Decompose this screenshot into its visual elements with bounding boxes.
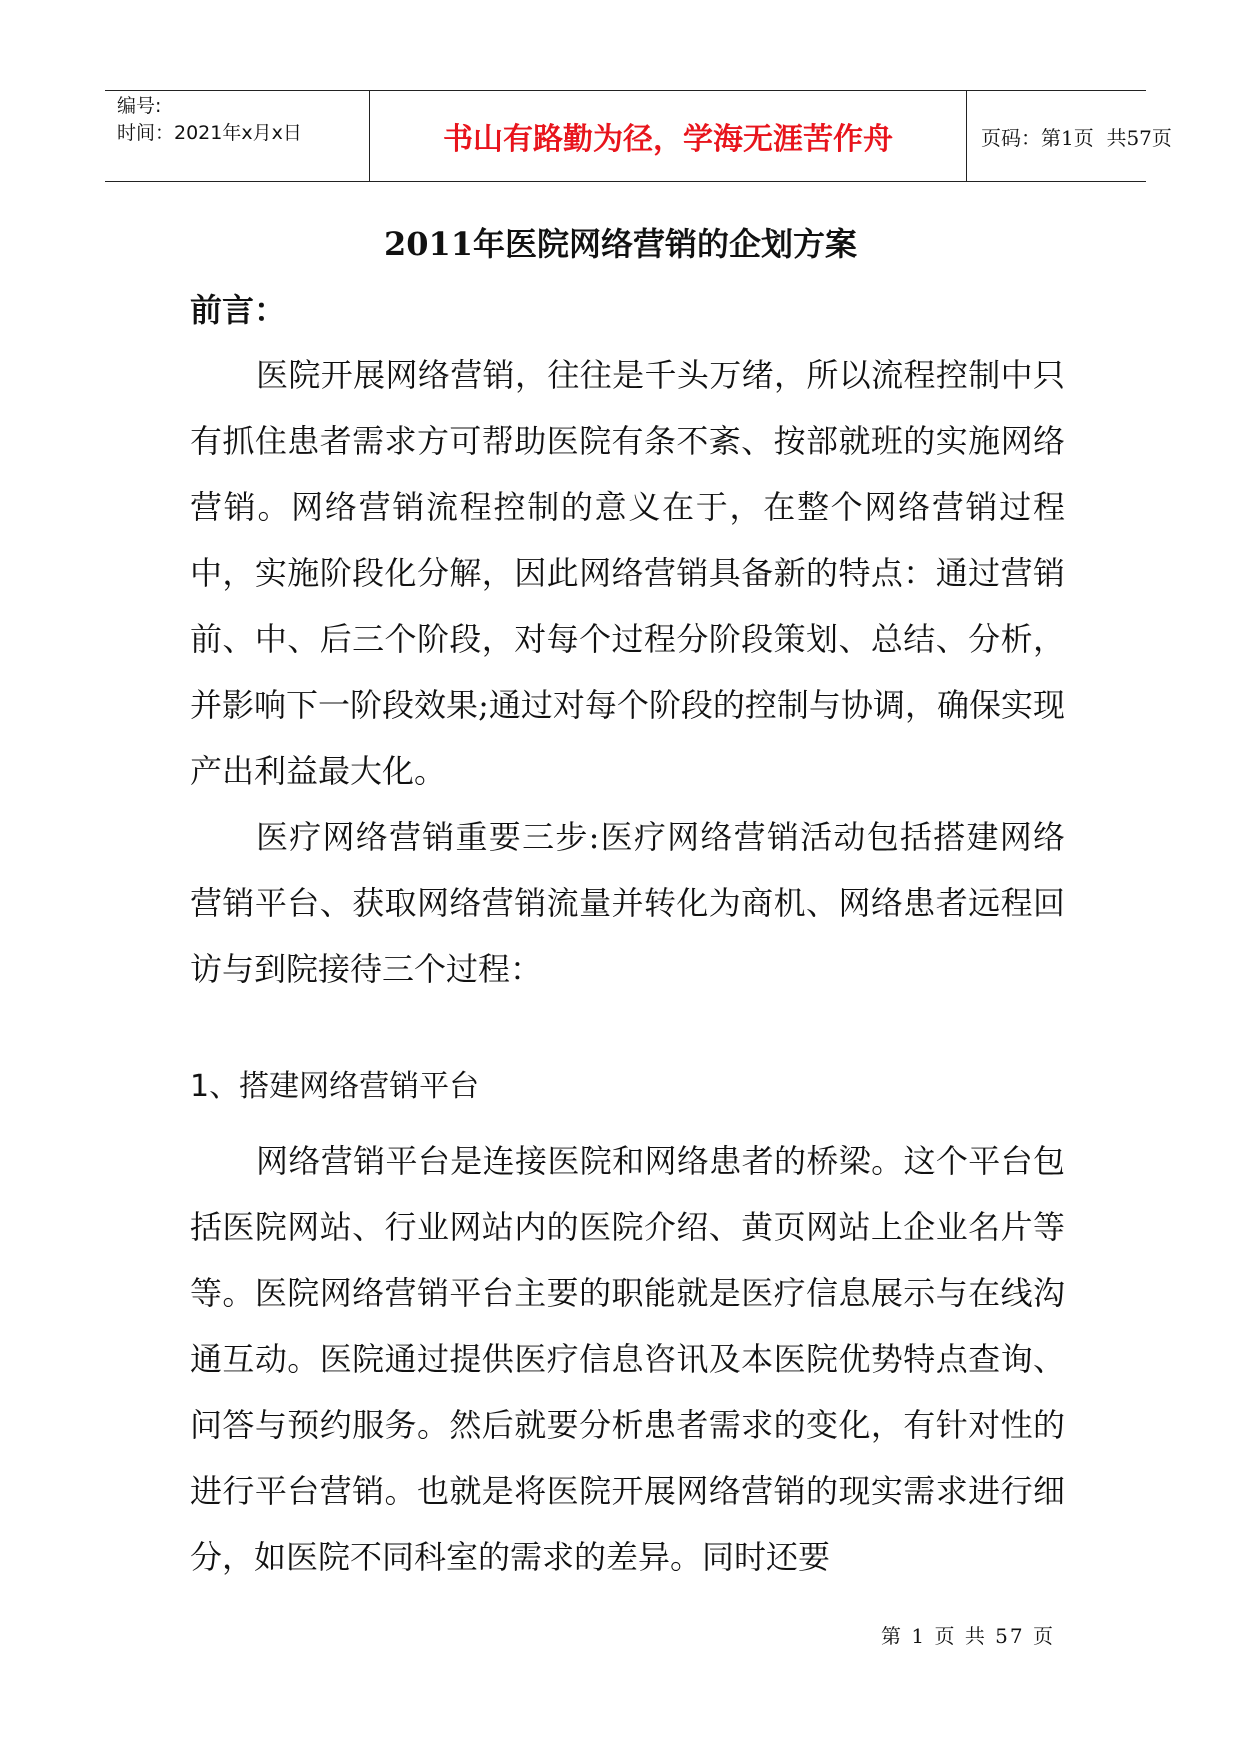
preface-heading: 前言：: [190, 291, 287, 329]
header-motto-cell: [370, 91, 967, 181]
document-title: 2011年医院网络营销的企划方案: [383, 225, 858, 263]
paragraph-preface-1: 医院开展网络营销，往往是千头万绪，所以流程控制中只有抓住患者需求方可帮助医院有条不紊、按部就班的实施网络营销。网络营销流程控制的意义在于，在整个网络营销过程中，实施阶段化分解，因此网络营销具备新的特点：通过营销前、中、后三个阶段，对每个过程分阶段策划、总结、分析，并影响下一阶段效果;通过对每个阶段的控制与协调，确保实现产出利益最大化。: [190, 356, 1065, 790]
paragraph-preface-2: 医疗网络营销重要三步:医疗网络营销活动包括搭建网络营销平台、获取网络营销流量并转化为商机、网络患者远程回访与到院接待三个过程：: [190, 818, 1065, 988]
page-footer-number: 第 1 页 共 57 页: [881, 1624, 1055, 1648]
section-heading-1: 1、搭建网络营销平台: [190, 1069, 480, 1104]
page-header: [105, 90, 1172, 182]
paragraph-section-1: 网络营销平台是连接医院和网络患者的桥梁。这个平台包括医院网站、行业网站内的医院介绍、黄页网站上企业名片等等。医院网络营销平台主要的职能就是医疗信息展示与在线沟通互动。医院通过提供医疗信息咨讯及本医院优势特点查询、问答与预约服务。然后就要分析患者需求的变化，有针对性的进行平台营销。也就是将医院开展网络营销的现实需求进行细分，如医院不同科室的需求的差异。同时还要: [190, 1142, 1065, 1576]
header-page-cell: [967, 91, 1172, 181]
header-meta-cell: [105, 91, 370, 181]
header-page-label: 页码：第1页 共57页: [981, 125, 1172, 150]
motto-text: 书山有路勤为径，学海无涯苦作舟: [443, 122, 893, 157]
serial-number-label: 编号:: [117, 95, 162, 117]
time-label: 时间：2021年x月x日: [117, 122, 302, 144]
